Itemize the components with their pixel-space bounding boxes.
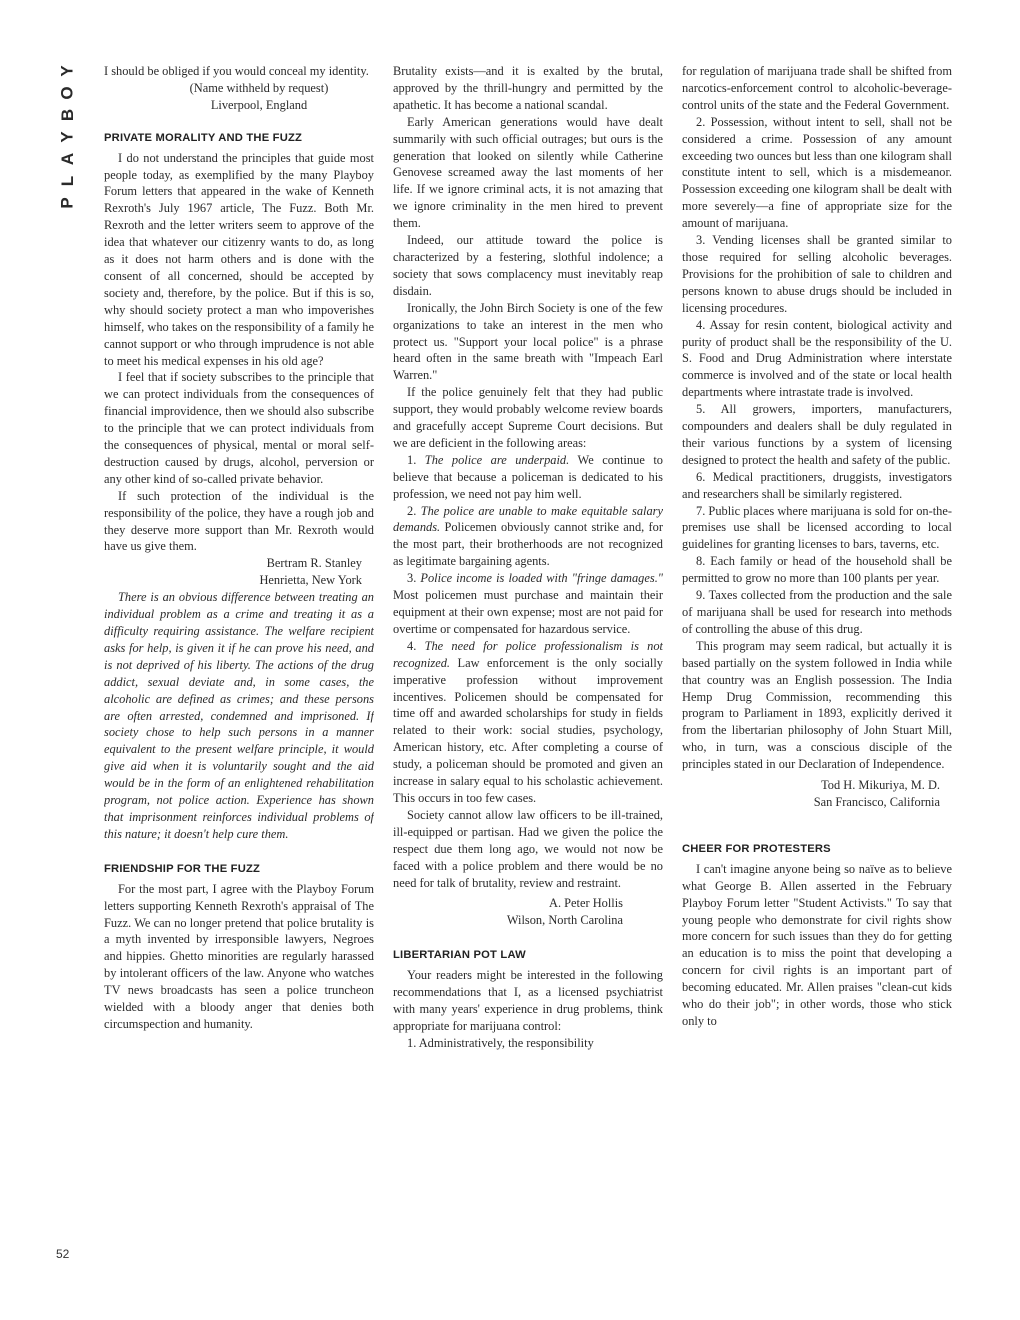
letter-paragraph: Ironically, the John Birch Society is one of the few organizations to take an interest in the men who protect us. "Support your local police" is a phrase heard often in the same breath with "Impeach Earl Warren." [393, 300, 663, 383]
letter-paragraph: Brutality exists—and it is exalted by the brutal, approved by the thrill-hungry and permitted by the apathetic. It has become a national scandal. [393, 64, 663, 112]
letter-paragraph: I can't imagine anyone being so naïve as to believe what George B. Allen asserted in the February Playboy Forum letter "Student Activists." To say that young people who demonstrate for civil rights show more concern for such issues than they do for getting an education is to miss the point that developing a concern for civil rights is an important part of becoming educated. Mr. Allen praises "clean-cut kids who do their job"; in other words, those who stick only to [682, 861, 952, 1028]
letter-paragraph: If the police genuinely felt that they had public support, they would probably welcome review boards and gracefully accept Supreme Court decisions. But we are deficient in the following areas: [393, 385, 663, 450]
letter-paragraph: 1. Administratively, the responsibility [407, 1035, 594, 1050]
list-item [393, 570, 663, 638]
signature-name: Tod H. Mikuriya, M. D. [821, 778, 940, 793]
signature-name: (Name withheld by request) [189, 80, 329, 95]
section-heading: LIBERTARIAN POT LAW [393, 949, 526, 962]
item-number: 3. [407, 571, 417, 586]
masthead-letter: O [57, 86, 77, 100]
item-heading: Police income is loaded with "fringe damages." [420, 571, 663, 586]
letter-paragraph: Your readers might be interested in the following recommendations that I, as a licensed psychiatrist with many years' experience in drug problems, think appropriate for marijuana control: [393, 968, 663, 1033]
list-item: 4. Assay for resin content, biological activity and purity of product shall be the responsibility of the U. S. Food and Drug Administration where interstate commerce is involved and of the state or local health departments where intrastate trade is involved. [682, 317, 952, 400]
masthead-letter: A [58, 152, 77, 166]
editor-reply: There is an obvious difference between treating an individual problem as a crime and treating it as a difficulty requiring assistance. The welfare recipient asks for help, is given it if he can prove his need, and is not deprived of his liberty. The actions of the drug addict, sexual deviate and, in some cases, the alcoholic are defined as crimes; and these persons are often arrested, condemned and imprisoned. If society chose to help such persons in a manner equivalent to the present welfare principle, it would give aid when it is voluntarily sought and the aid would be in the form of an enlightened rehabilitation program, not police action. Experience has shown that imprisonment reinforces individual problems of this nature; it doesn't help cure them. [104, 590, 374, 841]
letter-signature [104, 555, 374, 589]
letter-paragraph: Early American generations would have dealt summarily with such official outrages; but ours is the generation that looked on silently while Catherine Genovese screamed away the last moments of her life. If we ignore criminal acts, it is not amazing that we ignore criminality in the men hired to prevent them. [393, 114, 663, 231]
page-number: 52 [56, 1247, 70, 1261]
section-heading: FRIENDSHIP FOR THE FUZZ [104, 862, 261, 875]
letter-paragraph: I do not understand the principles that guide most people today, as exemplified by the many Playboy Forum letters that appeared in the wake of Kenneth Rexroth's July 1967 article, The Fuzz. Both Mr. Rexroth and the letter writers seem to approve of the idea that whatever our citizenry wants to do, as long as it does not harm others and is done with the consent of all concerned, should be accepted by society and, therefore, by the police. But if this is so, why should society protect a man who impoverishes himself, who takes on the responsibility of a family he cannot support or who through imprudence is not able to meet his medical expenses in his old age? [104, 150, 374, 368]
item-heading: The police are underpaid. [424, 452, 570, 467]
list-item [393, 638, 663, 807]
signature-name: A. Peter Hollis [549, 896, 623, 911]
item-text: Law enforcement is the only socially imperative profession without improvement incentives. Policemen should be compensated for time off and awarded scholarships for study in fields related to their work: social studies, psychology, American history, etc. After completing a course of study, a policeman should be promoted and given an increase in salary equal to his scholastic achievement. This occurs in too few cases. [393, 655, 663, 805]
letter-paragraph: I should be obliged if you would conceal my identity. [104, 64, 369, 78]
section-heading: PRIVATE MORALITY AND THE FUZZ [104, 131, 303, 144]
item-text: Policemen obviously cannot strike and, for the most part, their brotherhoods are not recognized as legitimate bargaining agents. [393, 520, 663, 569]
playboy-masthead [57, 60, 79, 214]
item-text: Most policemen must purchase and maintain their equipment at their own expense; most are not paid for overtime or compensated for hazardous service. [393, 588, 663, 636]
signature-place: Liverpool, England [210, 97, 308, 112]
letter-signature [104, 80, 374, 114]
column-3 [682, 63, 952, 1268]
letter-paragraph: I feel that if society subscribes to the principle that we can protect individuals from the consequences of financial improvidence, then we should also subscribe to the principle that we can protect individuals from the consequences of physical, mental or moral self-destruction caused by drugs, alcohol, perversion or any other kind of so-called private behavior. [104, 370, 374, 486]
column-2 [393, 63, 663, 1268]
letter-signature [393, 895, 663, 929]
list-item: 7. Public places where marijuana is sold for on-the-premises use shall be licensed according to local guidelines for granting licenses to bars, taverns, etc. [682, 503, 952, 552]
item-text: We continue to believe that because a policeman is dedicated to his profession, we need not pay him well. [393, 452, 663, 501]
list-item: 3. Vending licenses shall be granted similar to those required for selling alcoholic beverages. Provisions for the prohibition of sale to children and persons known to abuse drugs should be included in licensing procedures. [682, 233, 952, 315]
masthead-letter: Y [58, 131, 77, 143]
list-item: 9. Taxes collected from the production and the sale of marijuana shall be used for research into methods of controlling the abuse of this drug. [682, 588, 952, 636]
list-item [393, 503, 663, 571]
letter-paragraph: If such protection of the individual is the responsibility of the police, they have a rough job and they deserve more support than Mr. Rexroth would have us give them. [104, 488, 374, 554]
signature-place: San Francisco, California [813, 794, 940, 809]
list-item: 5. All growers, importers, manufacturers, compounders and dealers shall be duly regulated in their various functions by a system of licensing designed to protect the health and safety of the public. [682, 402, 952, 467]
letter-paragraph: Indeed, our attitude toward the police is characterized by a festering, slothful indolence; a society that sows complacency must inevitably reap disdain. [393, 233, 663, 298]
letter-paragraph: This program may seem radical, but actually it is based partially on the system followed in India while that country was an English possession. The India Hemp Drug Commission, recommending this program to Parliament in 1893, explicitly derived it from the libertarian philosophy of John Stuart Mill, who, in turn, was a conscious disciple of the principles stated in our Declaration of Independence. [682, 638, 952, 772]
letter-signature [682, 777, 952, 811]
masthead-letter: P [58, 197, 77, 209]
item-heading: The need for police professionalism is not recognized. [393, 638, 663, 670]
masthead-letter: Y [58, 65, 77, 77]
signature-name: Bertram R. Stanley [266, 556, 362, 571]
list-item [393, 452, 663, 503]
item-heading: The police are unable to make equitable salary demands. [393, 503, 663, 535]
masthead-letter: B [58, 108, 77, 122]
masthead-letter: L [57, 175, 77, 187]
signature-place: Henrietta, New York [259, 573, 362, 588]
list-item: 8. Each family or head of the household shall be permitted to grow no more than 100 plants per year. [682, 554, 952, 586]
column-1 [104, 63, 374, 1268]
signature-place: Wilson, North Carolina [506, 913, 623, 928]
list-item: 2. Possession, without intent to sell, shall not be considered a crime. Possession of any amount exceeding two ounces but less than one kilogram shall constitute intent to sell, which is a misdemeanor. Possession exceeding one kilogram shall be dealt with more severely—a fine of appropriate size for the amount of marijuana. [682, 114, 952, 231]
item-number: 4. [407, 638, 417, 653]
list-item: 6. Medical practitioners, druggists, investigators and researchers shall be similarly registered. [682, 469, 952, 501]
item-number: 1. [407, 452, 417, 467]
letter-paragraph: for regulation of marijuana trade shall be shifted from narcotics-enforcement control to alcoholic-beverage-control units of the state and the Federal Government. [682, 64, 952, 112]
section-heading: CHEER FOR PROTESTERS [682, 842, 831, 855]
item-number: 2. [407, 503, 417, 518]
letter-paragraph: Society cannot allow law officers to be ill-trained, ill-equipped or partisan. Had we given the police the respect due them long ago, we would not now be faced with a police problem and there would be no need for talk of brutality, review and restraint. [393, 807, 663, 890]
letter-paragraph: For the most part, I agree with the Playboy Forum letters supporting Kenneth Rexroth's appraisal of The Fuzz. We can no longer pretend that police brutality is a myth invented by irresponsible lawyers, Negroes and hippies. Ghetto minorities are regularly harassed by intolerant officers of the law. Anyone who watches TV news broadcasts has seen a police truncheon wielded with a bloody anger that denies both circumspection and humanity. [104, 881, 374, 1031]
